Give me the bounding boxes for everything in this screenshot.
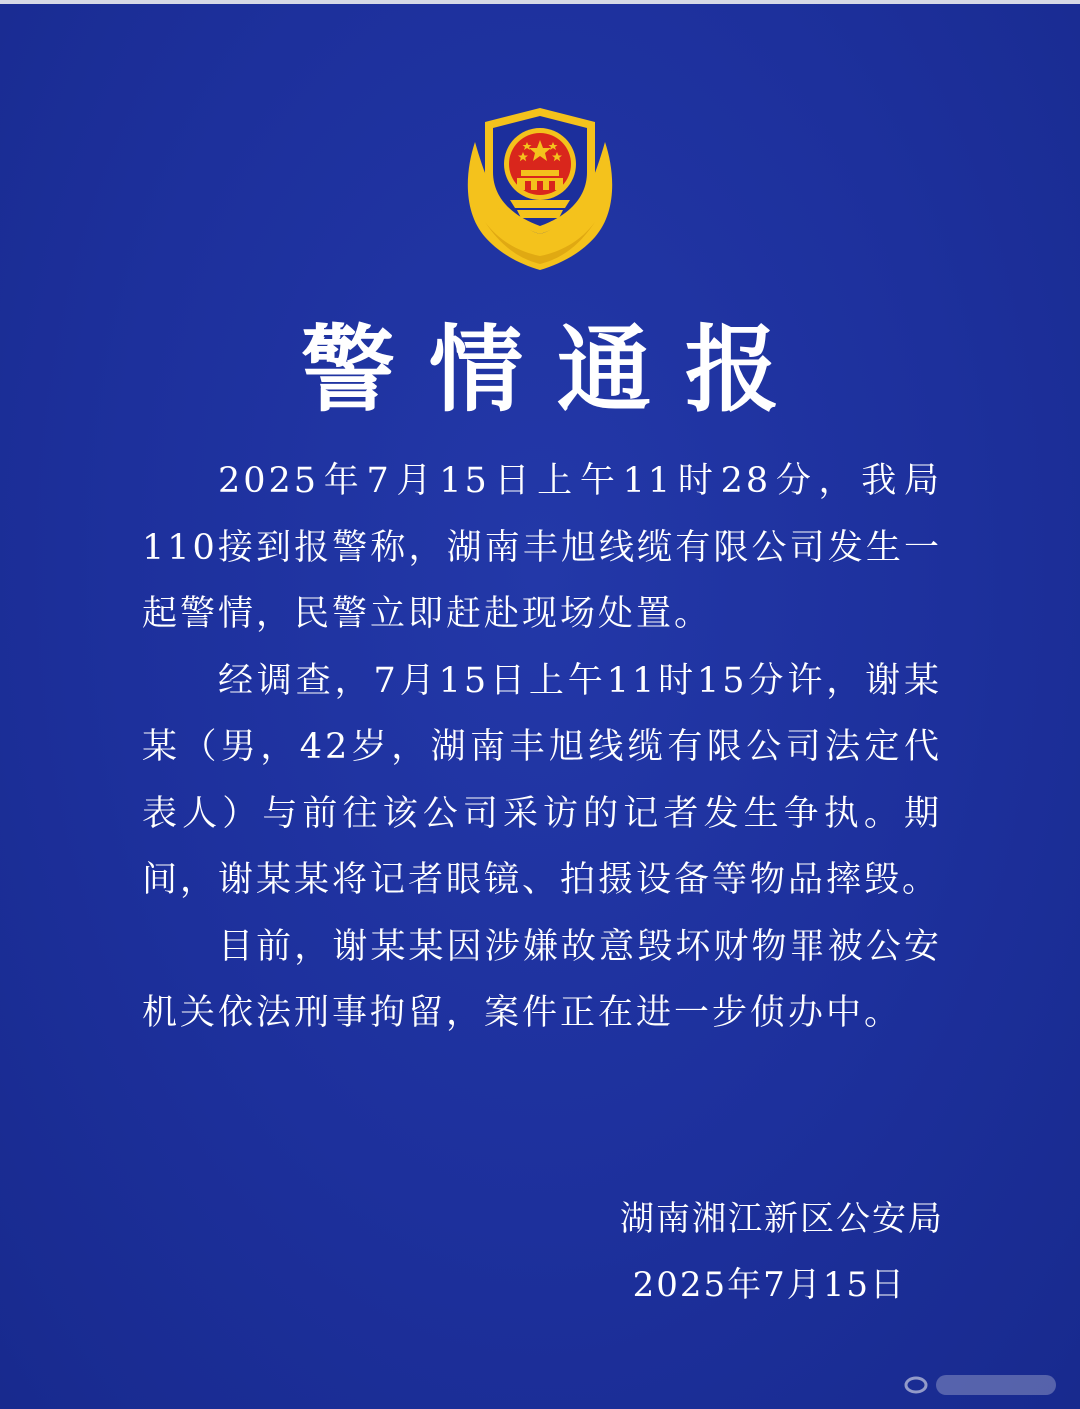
issuer-name: 湖南湘江新区公安局 [620, 1199, 944, 1239]
issue-date: 2025年7月15日 [632, 1265, 906, 1305]
notice-signature [620, 1186, 944, 1318]
notice-paragraph: 2025年7月15日上午11时28分，我局110接到报警称，湖南丰旭线缆有限公司发生一起警情，民警立即赶赴现场处置。 [142, 461, 942, 634]
notice-body [142, 448, 942, 1047]
notice-title: 警情通报 [300, 316, 813, 425]
police-emblem-icon [455, 102, 625, 274]
watermark-logo-icon [896, 1365, 1066, 1403]
notice-paragraph: 经调查，7月15日上午11时15分许，谢某某（男，42岁，湖南丰旭线缆有限公司法定代表人）与前往该公司采访的记者发生争执。期间，谢某某将记者眼镜、拍摄设备等物品摔毁。 [142, 660, 942, 900]
notice-paragraph: 目前，谢某某因涉嫌故意毁坏财物罪被公安机关依法刑事拘留，案件正在进一步侦办中。 [142, 926, 942, 1033]
